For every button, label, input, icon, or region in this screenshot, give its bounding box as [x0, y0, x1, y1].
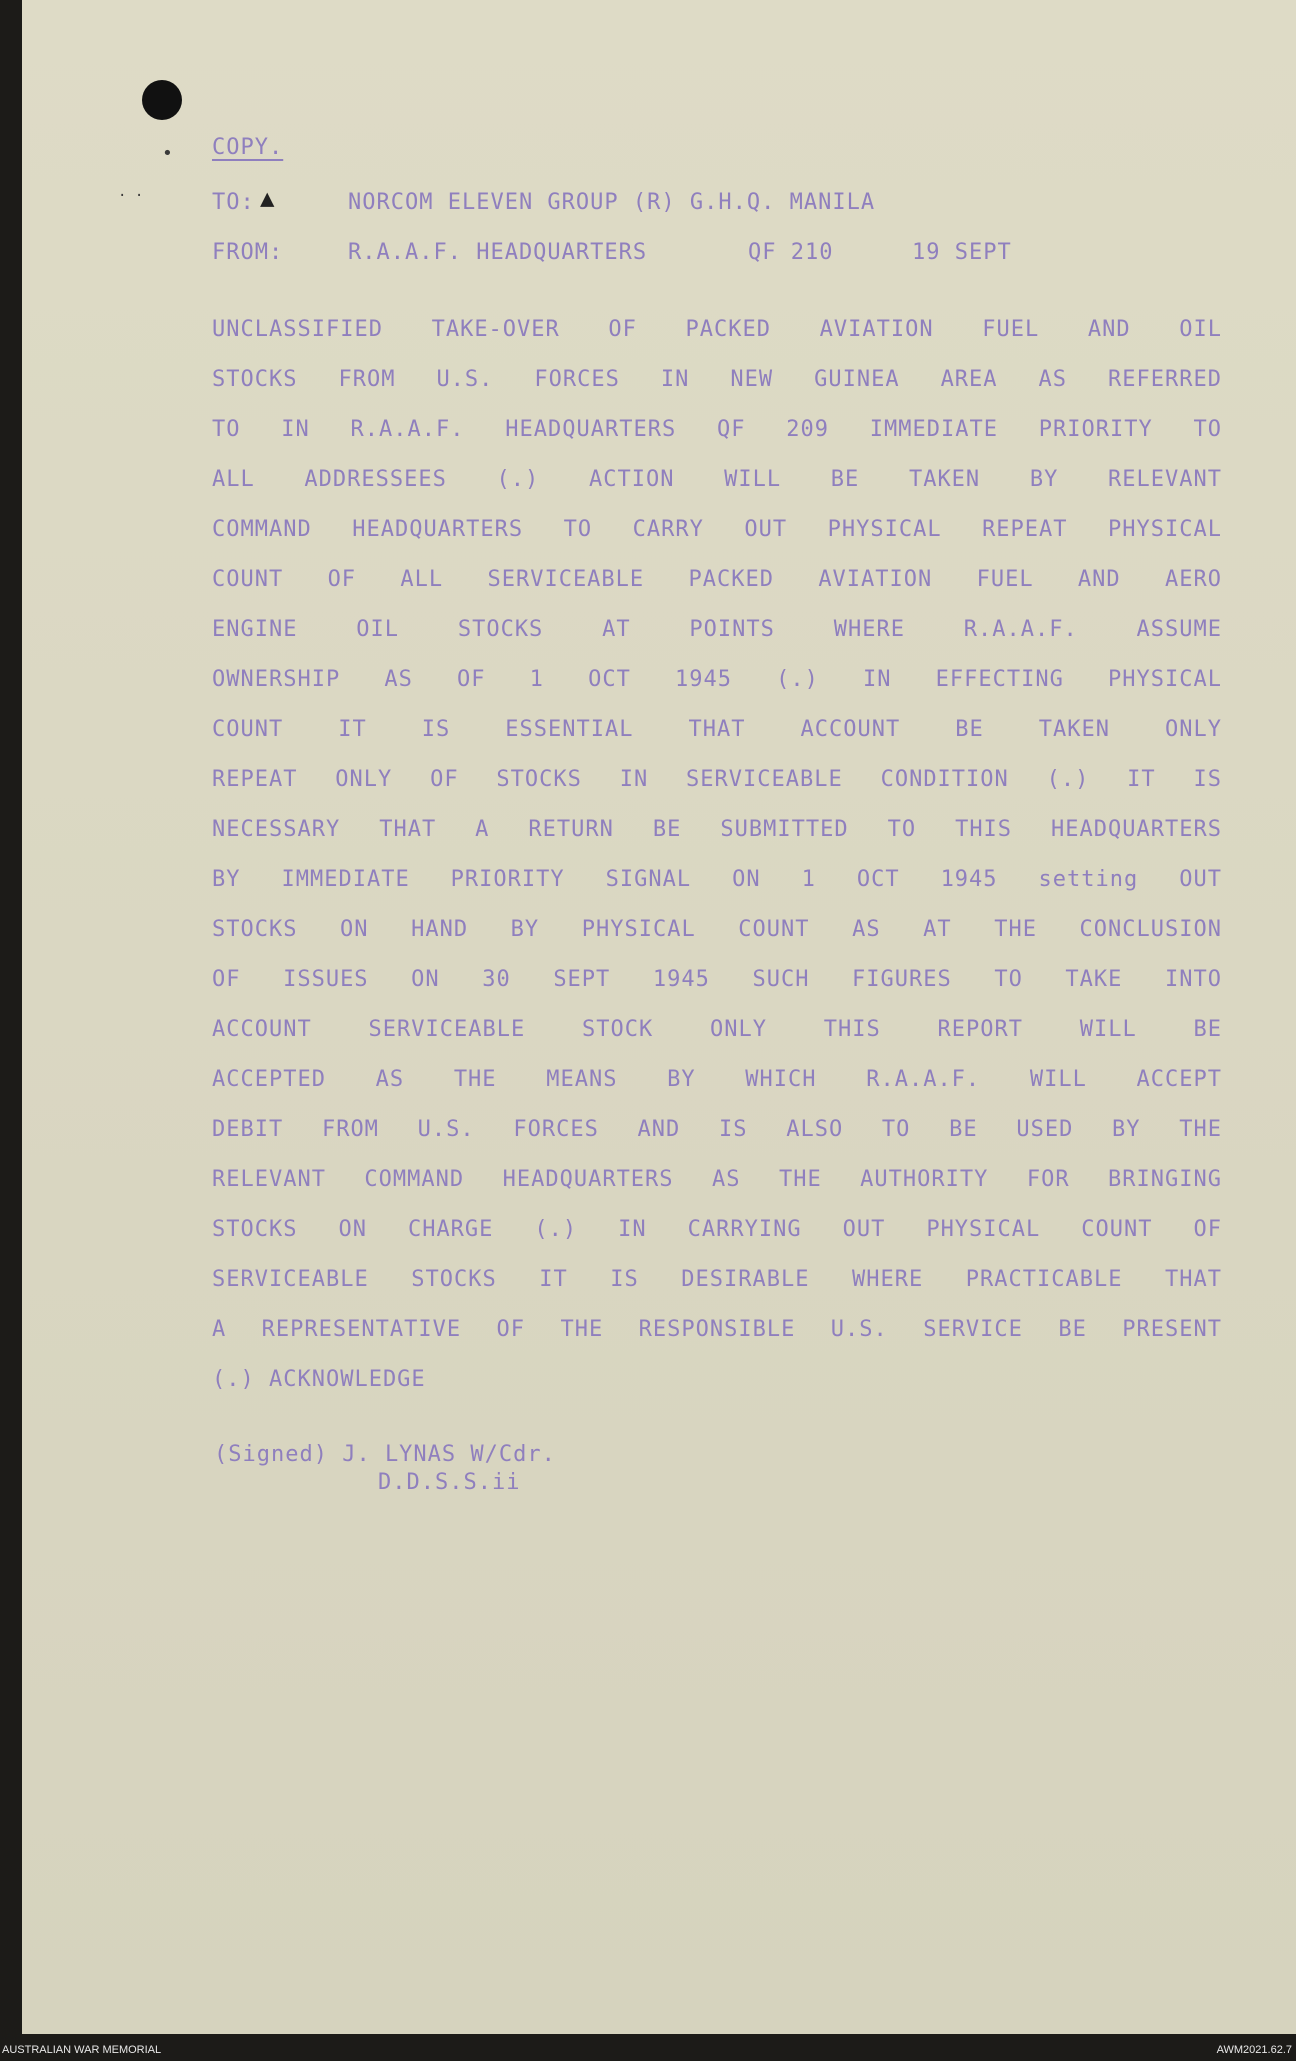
body-line: TO IN R.A.A.F. HEADQUARTERS QF 209 IMMEDIATE PRIORITY TO — [212, 417, 1222, 442]
to-recipients: NORCOM ELEVEN GROUP (R) G.H.Q. MANILA — [348, 190, 876, 215]
signature-title: D.D.S.S.ii — [378, 1470, 521, 1495]
body-line: ALL ADDRESSEES (.) ACTION WILL BE TAKEN BY RELEVANT — [212, 467, 1222, 492]
copy-label: COPY. — [212, 135, 284, 160]
body-line: REPEAT ONLY OF STOCKS IN SERVICEABLE CONDITION (.) IT IS — [212, 767, 1222, 792]
message-reference: QF 210 — [748, 240, 834, 265]
body-line: SERVICEABLE STOCKS IT IS DESIRABLE WHERE PRACTICABLE THAT — [212, 1267, 1222, 1292]
body-line: STOCKS ON HAND BY PHYSICAL COUNT AS AT THE CONCLUSION — [212, 917, 1222, 942]
from-label: FROM: — [212, 240, 284, 265]
body-line: COUNT IT IS ESSENTIAL THAT ACCOUNT BE TAKEN ONLY — [212, 717, 1222, 742]
signature-line: (Signed) J. LYNAS W/Cdr. — [214, 1442, 556, 1467]
body-line: OWNERSHIP AS OF 1 OCT 1945 (.) IN EFFECTING PHYSICAL — [212, 667, 1222, 692]
document-page — [22, 0, 1296, 2034]
bullet-mark-icon: • — [162, 143, 173, 164]
body-line: STOCKS FROM U.S. FORCES IN NEW GUINEA AREA AS REFERRED — [212, 367, 1222, 392]
message-body — [212, 316, 1222, 1416]
ink-speck-icon: · · — [118, 188, 144, 204]
body-line: NECESSARY THAT A RETURN BE SUBMITTED TO THIS HEADQUARTERS — [212, 817, 1222, 842]
body-line: UNCLASSIFIED TAKE-OVER OF PACKED AVIATION FUEL AND OIL — [212, 317, 1222, 342]
body-line: COUNT OF ALL SERVICEABLE PACKED AVIATION FUEL AND AERO — [212, 567, 1222, 592]
from-sender: R.A.A.F. HEADQUARTERS — [348, 240, 648, 265]
body-line: DEBIT FROM U.S. FORCES AND IS ALSO TO BE USED BY THE — [212, 1117, 1222, 1142]
body-line: ACCEPTED AS THE MEANS BY WHICH R.A.A.F. WILL ACCEPT — [212, 1067, 1222, 1092]
body-line: OF ISSUES ON 30 SEPT 1945 SUCH FIGURES TO TAKE INTO — [212, 967, 1222, 992]
body-line: (.) ACKNOWLEDGE — [212, 1367, 426, 1392]
ink-blot-icon: ▲ — [260, 184, 275, 212]
message-date: 19 SEPT — [912, 240, 1012, 265]
body-line: BY IMMEDIATE PRIORITY SIGNAL ON 1 OCT 1945 setting OUT — [212, 867, 1222, 892]
punch-hole — [142, 80, 182, 120]
body-line: RELEVANT COMMAND HEADQUARTERS AS THE AUTHORITY FOR BRINGING — [212, 1167, 1222, 1192]
body-line: A REPRESENTATIVE OF THE RESPONSIBLE U.S. SERVICE BE PRESENT — [212, 1317, 1222, 1342]
to-label: TO: — [212, 190, 255, 215]
body-line: ENGINE OIL STOCKS AT POINTS WHERE R.A.A.F. ASSUME — [212, 617, 1222, 642]
body-line: ACCOUNT SERVICEABLE STOCK ONLY THIS REPORT WILL BE — [212, 1017, 1222, 1042]
body-line: STOCKS ON CHARGE (.) IN CARRYING OUT PHYSICAL COUNT OF — [212, 1217, 1222, 1242]
footer-institution: AUSTRALIAN WAR MEMORIAL — [2, 2044, 162, 2056]
body-line: COMMAND HEADQUARTERS TO CARRY OUT PHYSICAL REPEAT PHYSICAL — [212, 517, 1222, 542]
footer-accession-number: AWM2021.62.7 — [1216, 2044, 1292, 2056]
